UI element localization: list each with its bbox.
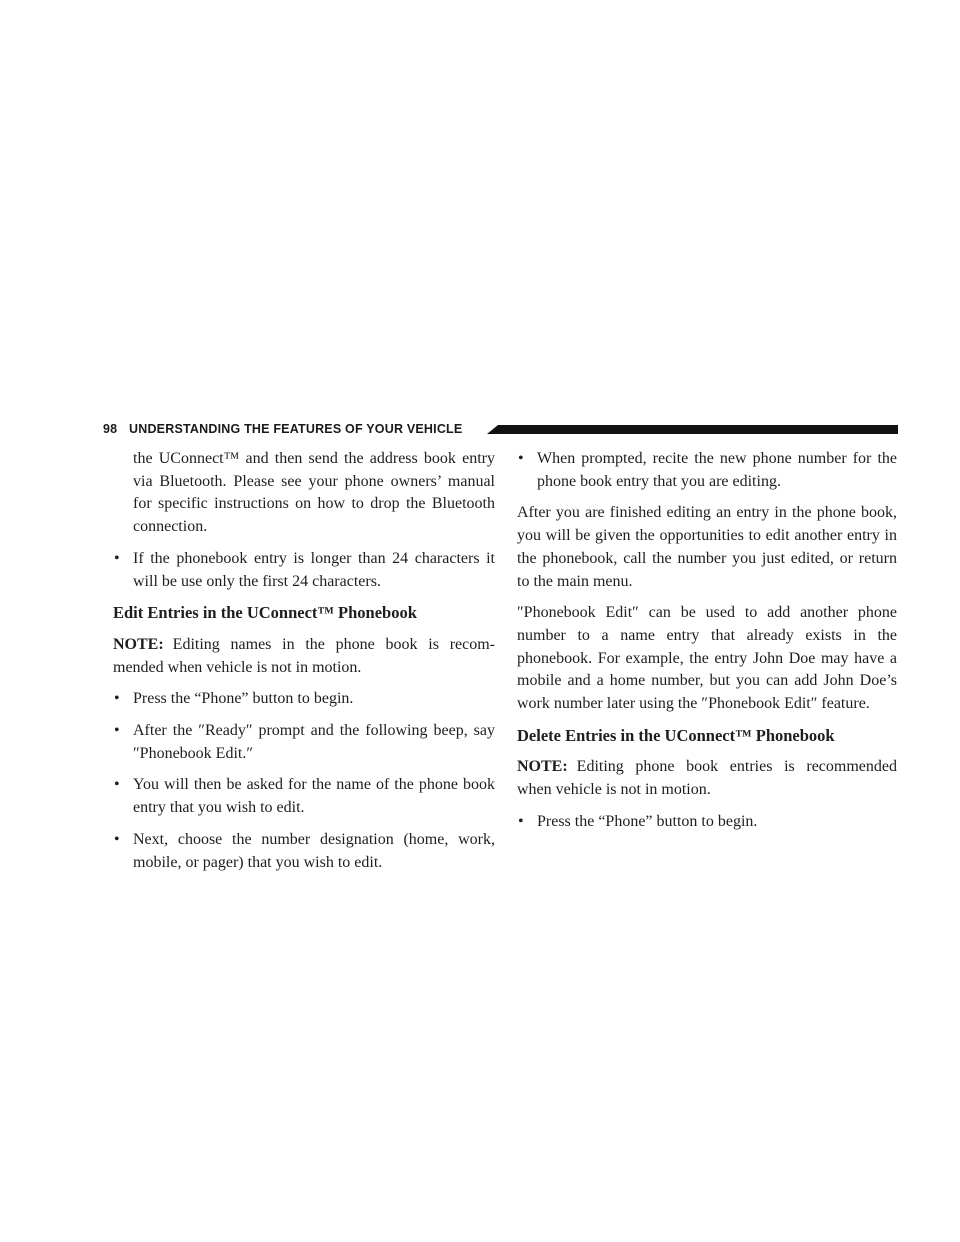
list-item-text: Next, choose the number designation (home, work, mobile, or pager) that you wish to edit.	[133, 830, 495, 871]
paragraph-phonebook-edit: ″Phonebook Edit″ can be used to add another phone number to a name entry that already exists in the phonebook. For example, the entry John Doe may have a mobile and a home number, but you can add John Doe’s work number later using the ″Phonebook Edit″ feature.	[517, 604, 897, 713]
list-item	[113, 720, 495, 765]
list-item-text: After the ″Ready″ prompt and the following beep, say ″Phonebook Edit.″	[133, 722, 495, 762]
heading-delete-entries: Delete Entries in the UConnect™ Phonebook	[517, 725, 835, 745]
bullet-icon: •	[114, 549, 120, 567]
note-label: NOTE:	[517, 758, 568, 776]
header-rule	[487, 425, 898, 434]
list-item	[113, 829, 495, 874]
bullet-icon: •	[518, 450, 524, 467]
section-title: UNDERSTANDING THE FEATURES OF YOUR VEHICLE	[129, 422, 463, 436]
bullet-icon: •	[518, 812, 524, 830]
list-item-text: When prompted, recite the new phone number for the phone book entry that you are editing.	[537, 450, 897, 490]
running-header	[103, 420, 898, 440]
list-item	[517, 811, 897, 834]
continued-paragraph: the UConnect™ and then send the address book entry via Bluetooth. Please see your phone owners’ manual for specific instructions on how to drop the Bluetooth connection.	[133, 450, 495, 536]
bullet-icon: •	[114, 690, 120, 708]
paragraph-after-editing: After you are finished editing an entry in the phone book, you will be given the opportunities to edit another entry in the phonebook, call the number you just edited, or return to the main menu.	[517, 504, 897, 590]
note-paragraph	[113, 634, 495, 679]
list-item	[113, 774, 495, 819]
list-item	[113, 688, 495, 711]
list-item-text: Press the “Phone” button to begin.	[537, 812, 758, 830]
list-item	[517, 448, 897, 493]
heading-edit-entries: Edit Entries in the UConnect™ Phonebook	[113, 603, 417, 623]
left-column	[113, 448, 495, 883]
list-item-text: Press the “Phone” button to begin.	[133, 690, 354, 708]
list-item-text: You will then be asked for the name of the phone book entry that you wish to edit.	[133, 776, 495, 817]
right-column	[517, 448, 897, 843]
note-text: Editing phone book entries is recommended when vehicle is not in motion.	[517, 758, 897, 799]
bullet-icon: •	[114, 776, 120, 794]
note-paragraph	[517, 756, 897, 801]
note-text: Editing names in the phone book is recom- mended when vehicle is not in motion.	[113, 635, 495, 676]
page-number: 98	[103, 422, 118, 436]
bullet-icon: •	[114, 722, 120, 740]
bullet-icon: •	[114, 830, 120, 848]
list-item	[113, 548, 495, 593]
note-label: NOTE:	[113, 635, 164, 653]
list-item-text: If the phonebook entry is longer than 24 characters it will be use only the first 24 characters.	[133, 549, 495, 590]
